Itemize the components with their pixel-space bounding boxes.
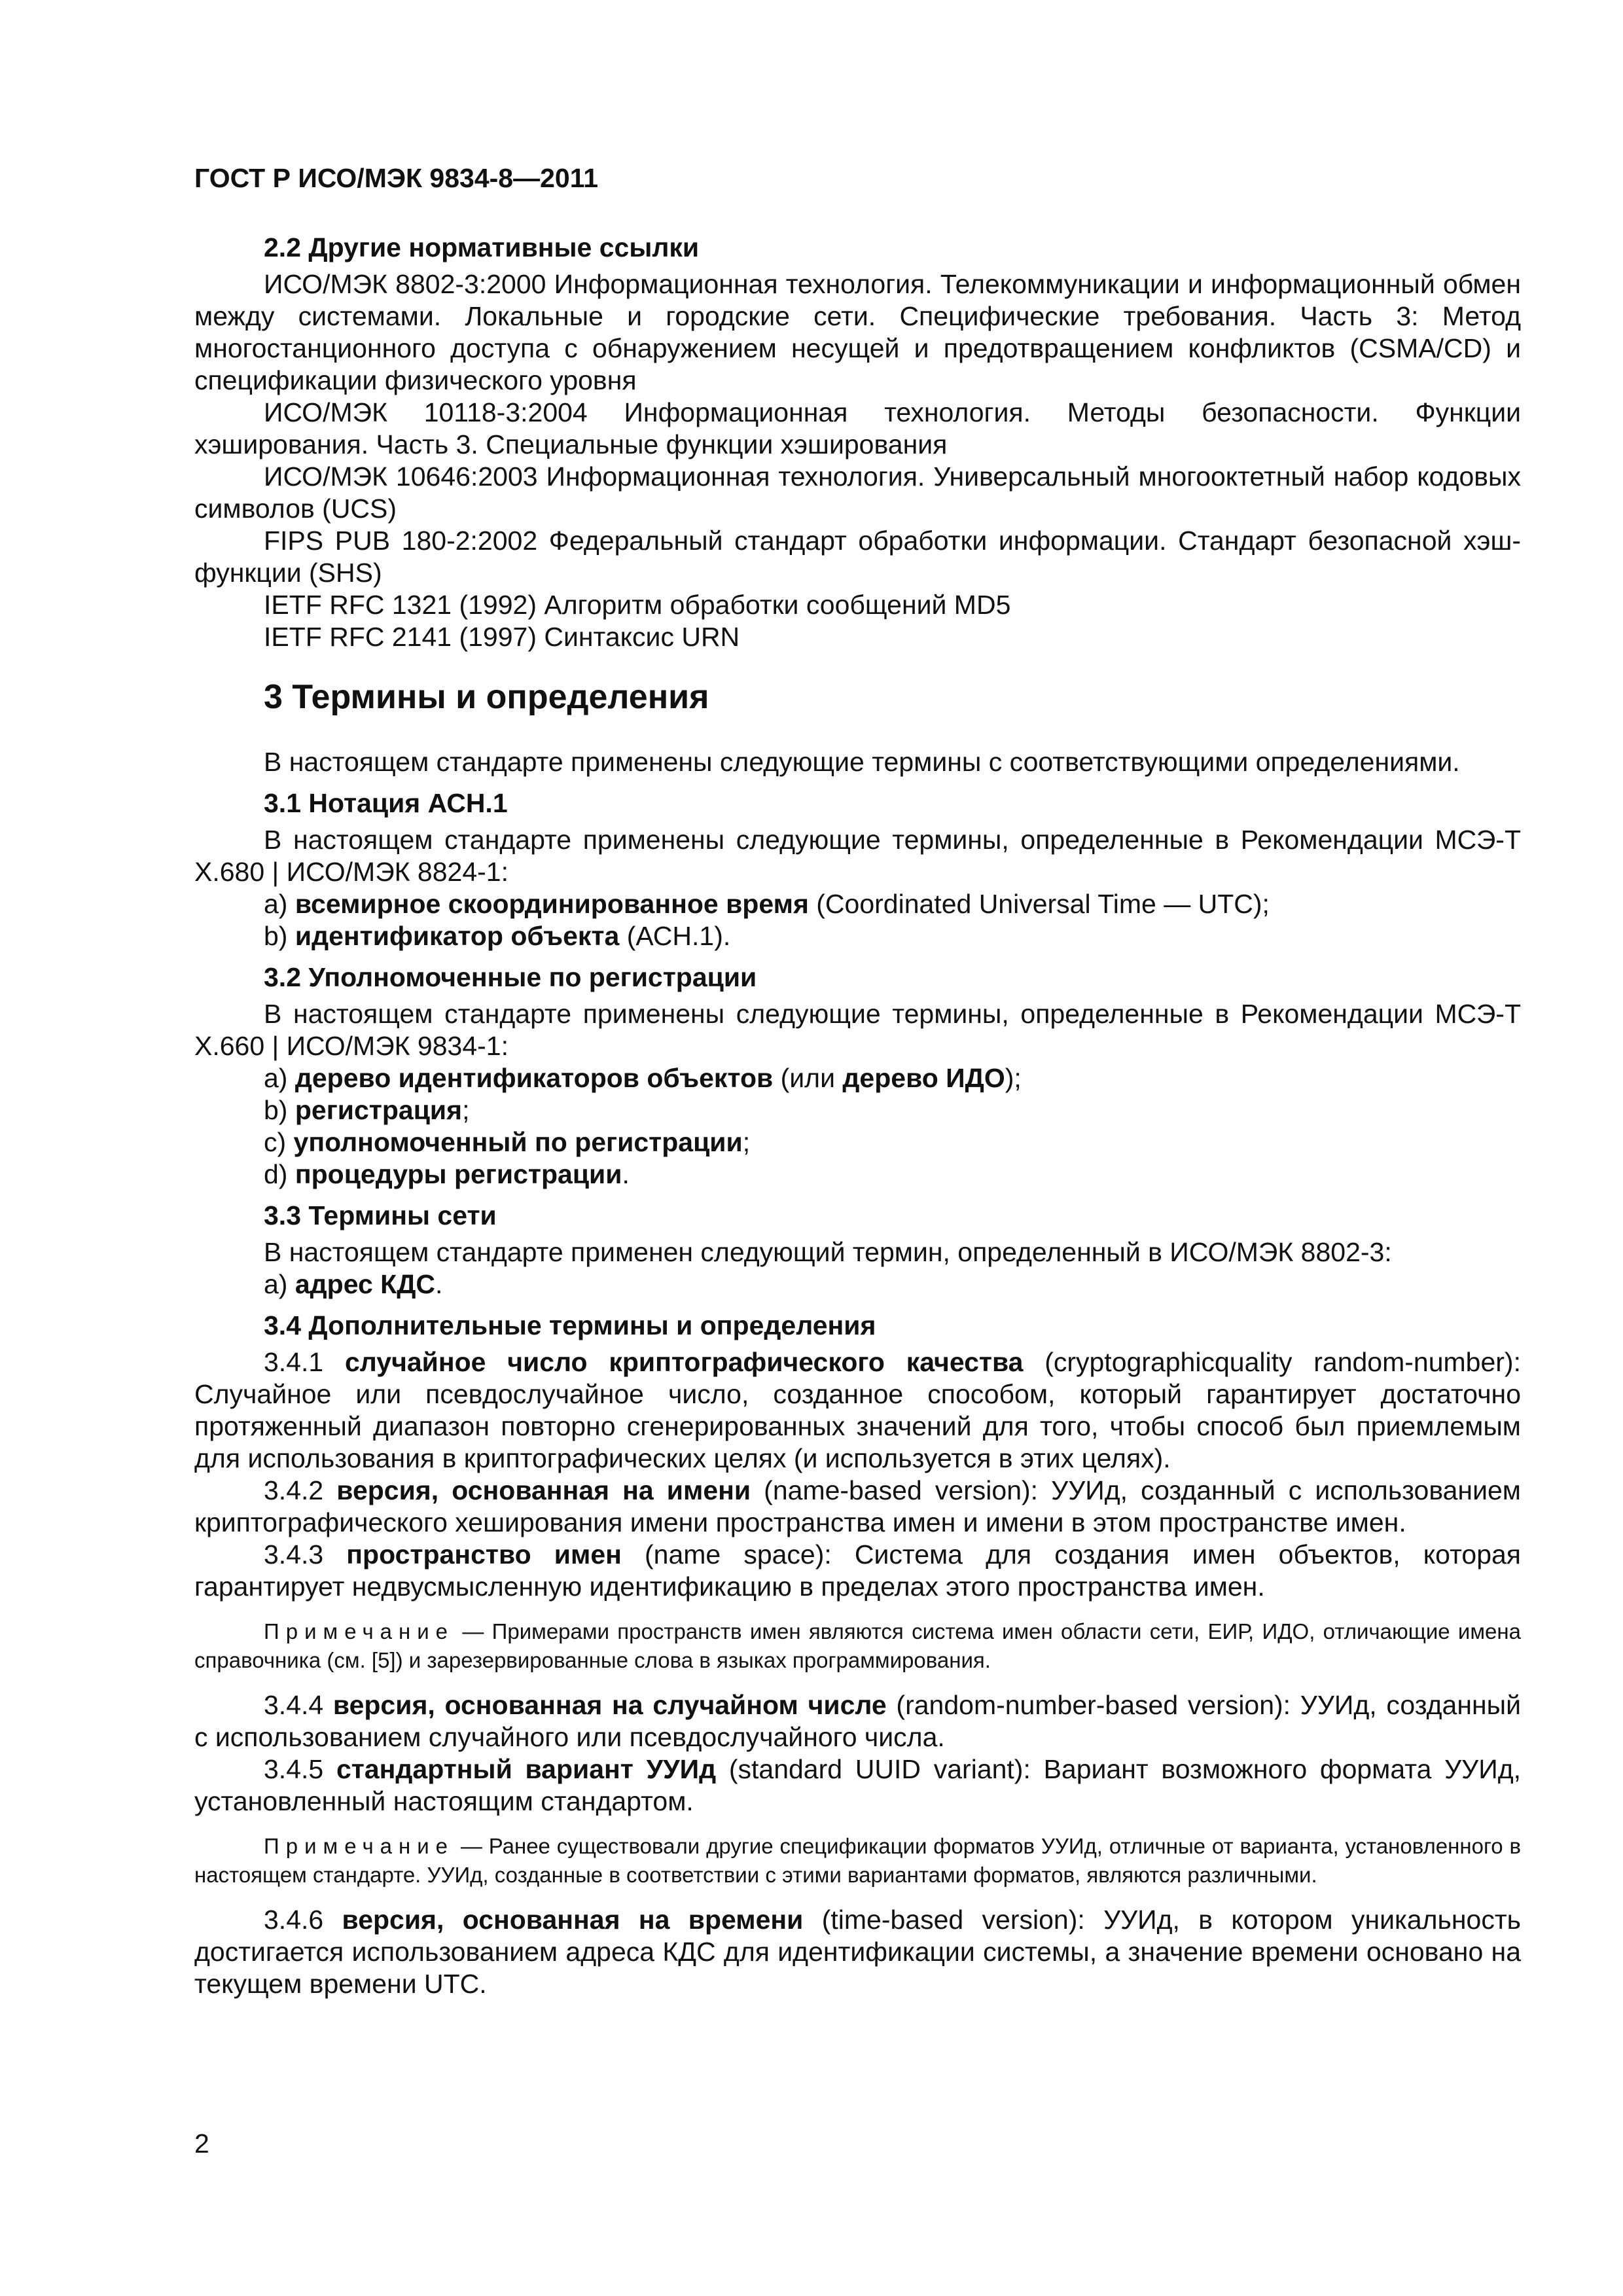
definition-3-4-3: 3.4.3 пространство имен (name space): Система для создания имен объектов, которая гарантирует недвусмысленную идентификацию в пределах этого пространства имен.	[194, 1539, 1522, 1602]
section-3-4-title: 3.4 Дополнительные термины и определения	[264, 1310, 876, 1340]
term-ido-tree: дерево ИДО	[842, 1063, 1005, 1093]
section-3-2-intro: В настоящем стандарте применены следующие термины, определенные в Рекомендации МСЭ-Т X.660 | ИСО/МЭК 9834-1:	[194, 999, 1521, 1061]
reference-rfc-2141: IETF RFC 2141 (1997) Синтаксис URN	[264, 622, 740, 652]
page-number: 2	[194, 2128, 209, 2159]
reference-fips-180-2: FIPS PUB 180-2:2002 Федеральный стандарт обработки информации. Стандарт безопасной хэш-функции (SHS)	[194, 526, 1521, 588]
section-3-2-title: 3.2 Уполномоченные по регистрации	[264, 962, 757, 992]
section-3-1-title: 3.1 Нотация АСН.1	[264, 788, 508, 818]
definition-3-4-5: 3.4.5 стандартный вариант УУИд (standard UUID variant): Вариант возможного формата УУИд, установленный настоящим стандартом.	[194, 1754, 1522, 1816]
section-3-3-intro: В настоящем стандарте применен следующий термин, определенный в ИСО/МЭК 8802-3:	[264, 1237, 1392, 1267]
reference-iso-8802-3: ИСО/МЭК 8802-3:2000 Информационная технология. Телекоммуникации и информационный обмен между системами. Локальные и городские сети. Специфические требования. Часть 3: Метод многостанционного доступа с обнаружением несущей и предотвращением конфликтов (CSMA/CD) и спецификации физического уровня	[194, 269, 1521, 395]
list-item: a) дерево идентификаторов объектов (или дерево ИДО);	[264, 1063, 1022, 1093]
list-item: b) идентификатор объекта (АСН.1).	[264, 921, 731, 951]
reference-rfc-1321: IETF RFC 1321 (1992) Алгоритм обработки сообщений MD5	[264, 590, 1011, 620]
list-item: d) процедуры регистрации.	[264, 1159, 630, 1189]
definition-3-4-4: 3.4.4 версия, основанная на случайном числе (random-number-based version): УУИд, созданный с использованием случайного или псевдослучайного числа.	[194, 1690, 1521, 1752]
term-registration-authority: уполномоченный по регистрации	[293, 1127, 743, 1157]
note-name-space: Примечание — Примерами пространств имен являются система имен области сети, ЕИР, ИДО, отличающие имена справочника (см. [5]) и зарезервированные слова в языках программирования.	[194, 1619, 1521, 1672]
term-mac-address: адрес КДС	[294, 1269, 436, 1299]
term-registration: регистрация	[294, 1095, 463, 1125]
list-item: b) регистрация;	[264, 1095, 470, 1125]
list-item: a) адрес КДС.	[264, 1269, 443, 1299]
section-3-title: 3 Термины и определения	[264, 678, 709, 716]
definition-3-4-1: 3.4.1 случайное число криптографического качества (cryptographicquality random-number): Случайное или псевдослучайное число, созданное способом, который гарантирует достаточно протяженный диапазон повторно сгенерированных значений для того, чтобы способ был приемлемым для использования в криптографических целях (и используется в этих целях).	[194, 1347, 1521, 1473]
list-item: a) всемирное скоординированное время (Coordinated Universal Time — UTC);	[264, 889, 1270, 919]
section-2-2-title: 2.2 Другие нормативные ссылки	[264, 232, 700, 262]
term-registration-procedures: процедуры регистрации	[294, 1159, 622, 1189]
section-3-3-title: 3.3 Термины сети	[264, 1200, 497, 1230]
definition-3-4-2: 3.4.2 версия, основанная на имени (name-based version): УУИд, созданный с использованием криптографического хеширования имени пространства имен и имени в этом пространстве имен.	[194, 1475, 1521, 1537]
list-item: c) уполномоченный по регистрации;	[264, 1127, 751, 1157]
term-utc: всемирное скоординированное время	[294, 889, 809, 919]
definition-3-4-6: 3.4.6 версия, основанная на времени (time-based version): УУИд, в котором уникальность достигается использованием адреса КДС для идентификации системы, а значение времени основано на текущем времени UTC.	[194, 1905, 1521, 1999]
reference-iso-10646: ИСО/МЭК 10646:2003 Информационная технология. Универсальный многооктетный набор кодовых символов (UCS)	[194, 461, 1521, 524]
section-3-intro: В настоящем стандарте применены следующие термины с соответствующими определениями.	[264, 747, 1460, 777]
section-3-1-intro: В настоящем стандарте применены следующие термины, определенные в Рекомендации МСЭ-Т X.680 | ИСО/МЭК 8824-1:	[194, 825, 1521, 887]
reference-iso-10118-3: ИСО/МЭК 10118-3:2004 Информационная технология. Методы безопасности. Функции хэширования. Часть 3. Специальные функции хэширования	[194, 397, 1521, 459]
note-uuid-variant: Примечание — Ранее существовали другие спецификации форматов УУИд, отличные от варианта, установленного в настоящем стандарте. УУИд, созданные в соответствии с этими вариантами форматов, являются различными.	[194, 1834, 1521, 1887]
page-content	[194, 223, 1521, 2000]
document-header: ГОСТ Р ИСО/МЭК 9834-8—2011	[194, 163, 599, 193]
term-object-identifier: идентификатор объекта	[294, 921, 620, 951]
term-oid-tree: дерево идентификаторов объектов	[294, 1063, 774, 1093]
